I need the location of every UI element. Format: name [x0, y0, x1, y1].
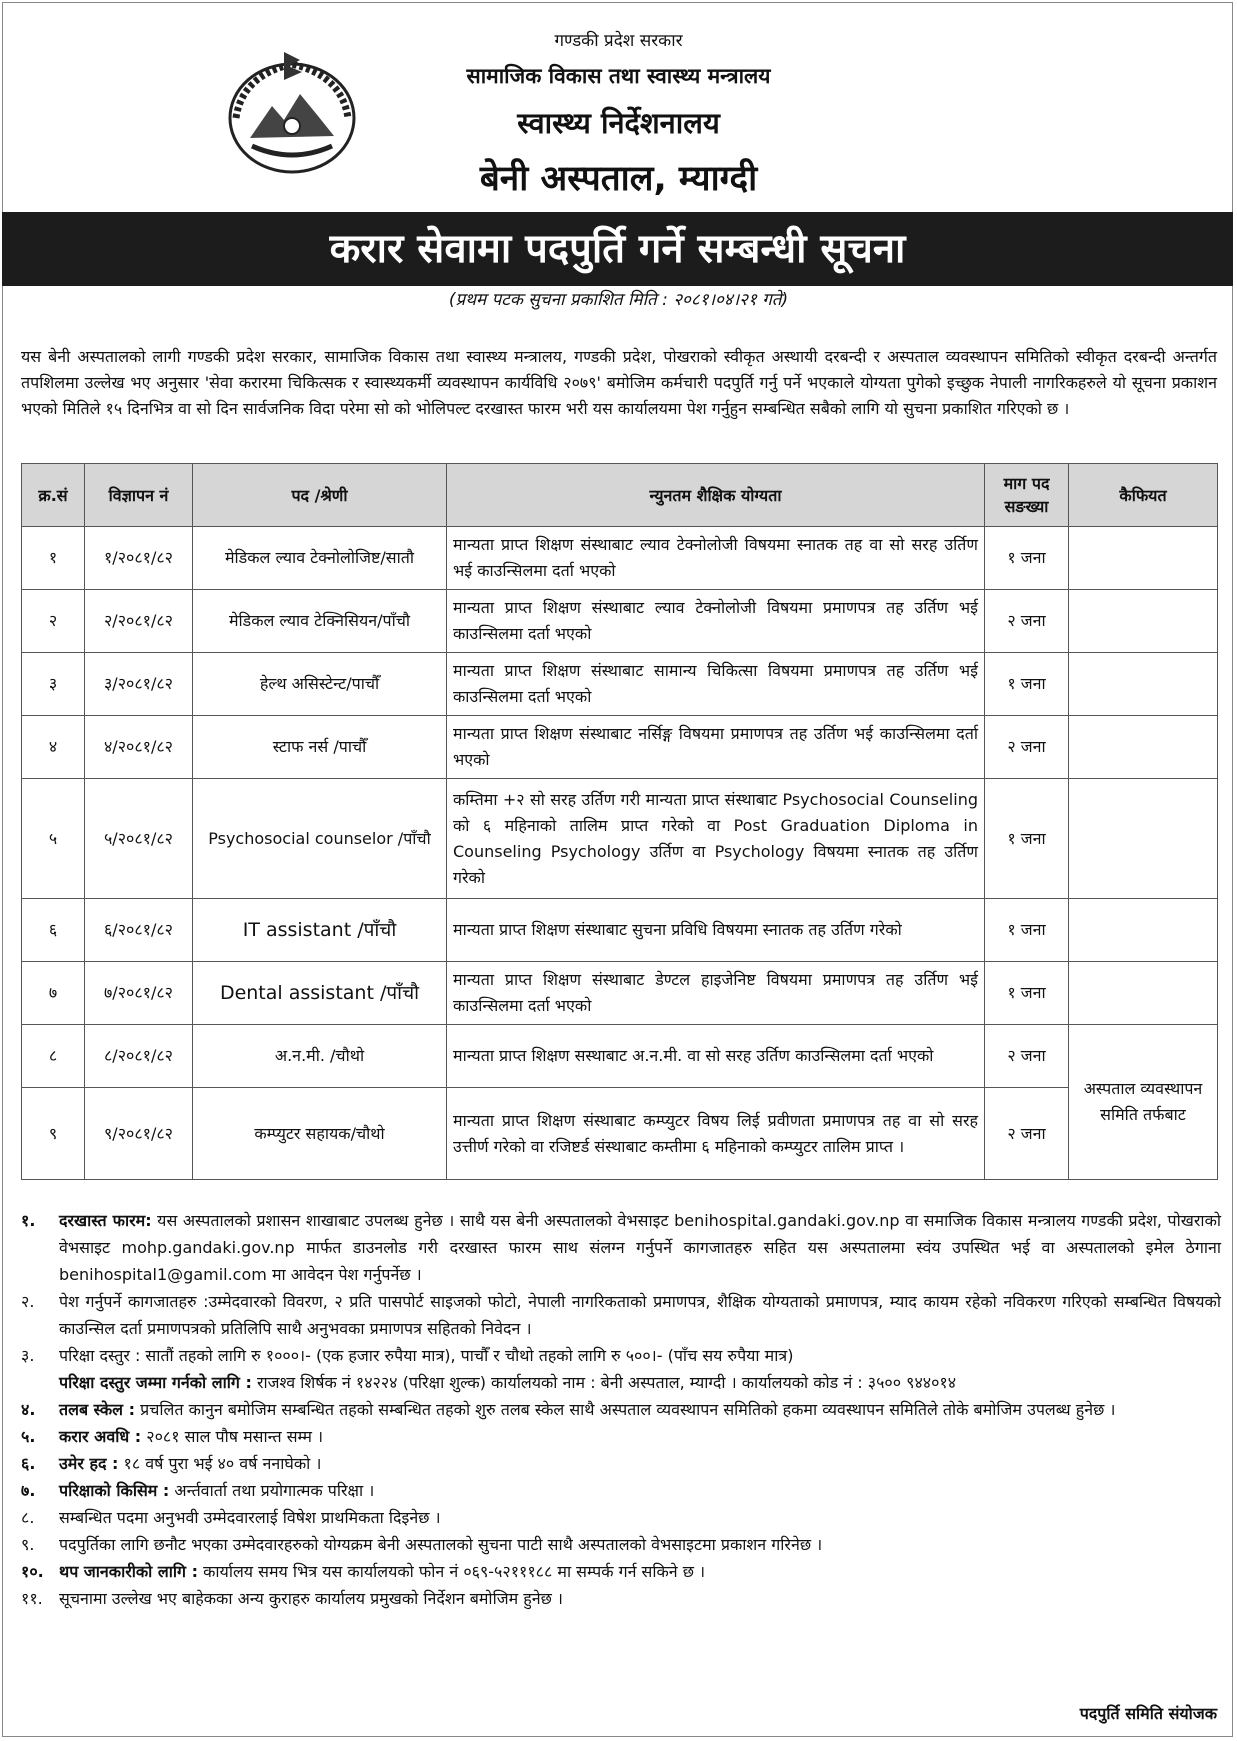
- cell-qualification: मान्यता प्राप्त शिक्षण संस्थाबाट ल्याव टेक्नोलोजी विषयमा प्रमाणपत्र तह उर्तिण भई काउन्सिलमा दर्ता भएको: [447, 590, 985, 653]
- cell-sn: १: [22, 527, 85, 590]
- directorate-name: स्वास्थ्य निर्देशनालय: [517, 106, 720, 140]
- cell-post: स्टाफ नर्स /पाचौँ: [193, 716, 447, 779]
- list-item: [21, 1477, 1221, 1504]
- table-row: [22, 1025, 1218, 1088]
- table-row: [22, 899, 1218, 962]
- note-text: पदपुर्तिका लागि छनौट भएका उम्मेदवारहरुको योग्यक्रम बेनी अस्पतालको सुचना पाटी साथै अस्पतालको वेभसाइटमा प्रकाशन गरिनेछ ।: [59, 1535, 823, 1554]
- list-item: [21, 1450, 1221, 1477]
- table-row: [22, 779, 1218, 899]
- cell-adno: १/२०८१/८२: [85, 527, 193, 590]
- note-number: १०.: [21, 1562, 44, 1581]
- note-label: तलब स्केल :: [59, 1400, 136, 1419]
- note-text: २०८१ साल पौष मसान्त सम्म ।: [141, 1427, 324, 1446]
- list-item: [21, 1423, 1221, 1450]
- cell-demand: २ जना: [985, 590, 1069, 653]
- cell-sn: ४: [22, 716, 85, 779]
- cell-demand: १ जना: [985, 779, 1069, 899]
- note-number: १.: [21, 1211, 36, 1230]
- hospital-name: बेनी अस्पताल, म्याग्दी: [479, 159, 758, 199]
- cell-remarks: [1069, 653, 1218, 716]
- note-number: ११.: [21, 1589, 43, 1608]
- list-item: [21, 1504, 1221, 1531]
- cell-adno: ४/२०८१/८२: [85, 716, 193, 779]
- cell-sn: ८: [22, 1025, 85, 1088]
- list-item: [21, 1585, 1221, 1612]
- note-text: अर्न्तवार्ता तथा प्रयोगात्मक परिक्षा ।: [169, 1481, 375, 1500]
- cell-qualification: मान्यता प्राप्त शिक्षण संस्थाबाट सुचना प्रविधि विषयमा स्नातक तह उर्तिण गरेको: [447, 899, 985, 962]
- cell-qualification: कम्तिमा +२ सो सरह उर्तिण गरी मान्यता प्राप्त संस्थाबाट Psychosocial Counseling को ६ महिनाको तालिम प्राप्त गरेको वा Post Graduation Diploma in Counseling Psychology उर्तिण वा Psychology विषयमा स्नातक तह उर्तिण गरेको: [447, 779, 985, 899]
- note-label: परिक्षा दस्तुर जम्मा गर्नको लागि :: [59, 1373, 252, 1392]
- cell-remarks: [1069, 899, 1218, 962]
- note-text: १८ वर्ष पुरा भई ४० वर्ष ननाघेको ।: [118, 1454, 322, 1473]
- table-row: [22, 716, 1218, 779]
- note-number: ५.: [21, 1427, 36, 1446]
- note-label: थप जानकारीको लागि :: [59, 1562, 199, 1581]
- cell-demand: १ जना: [985, 527, 1069, 590]
- cell-qualification: मान्यता प्राप्त शिक्षण संस्थाबाट सामान्य चिकित्सा विषयमा प्रमाणपत्र तह उर्तिण भई काउन्सिलमा दर्ता भएको: [447, 653, 985, 716]
- cell-post: मेडिकल ल्याव टेक्नोलोजिष्ट/सातौ: [193, 527, 447, 590]
- cell-demand: २ जना: [985, 1025, 1069, 1088]
- list-item: [21, 1369, 1221, 1396]
- publish-date: (प्रथम पटक सुचना प्रकाशित मिति : २०८१।०४।२१ गते): [448, 290, 789, 310]
- cell-qualification: मान्यता प्राप्त शिक्षण संस्थाबाट कम्प्युटर विषय लिई प्रवीणता प्रमाणपत्र तह वा सो सरह उत्तीर्ण गरेको वा रजिष्टर्ड संस्थाबाट कम्तीमा ६ महिनाको कम्प्युटर तालिम प्राप्त ।: [447, 1088, 985, 1180]
- note-text: सम्बन्धित पदमा अनुभवी उम्मेदवारलाई विषेश प्राथमिकता दिइनेछ ।: [59, 1508, 441, 1527]
- cell-post: Psychosocial counselor /पाँचौ: [193, 779, 447, 899]
- table-row: [22, 653, 1218, 716]
- cell-post: Dental assistant /पाँचौ: [193, 962, 447, 1025]
- note-number: ८.: [21, 1508, 35, 1527]
- note-number: ६.: [21, 1454, 36, 1473]
- intro-paragraph: यस बेनी अस्पतालको लागी गण्डकी प्रदेश सरकार, सामाजिक विकास तथा स्वास्थ्य मन्त्रालय, गण्डकी प्रदेश, पोखराको स्वीकृत अस्थायी दरबन्दी र अस्पताल व्यवस्थापन समितिको स्वीकृत दरबन्दी अन्तर्गत तपशिलमा उल्लेख भए अनुसार 'सेवा करारमा चिकित्सक र स्वास्थ्यकर्मी व्यवस्थापन कार्यविधि २०७९' बमोजिम कर्मचारी पदपुर्ति गर्नु पर्ने भएकाले योग्यता पुगेको इच्छुक नेपाली नागरिकहरुले यो सूचना प्रकाशन भएको मितिले १५ दिनभित्र वा सो दिन सार्वजनिक विदा परेमा सो को भोलिपल्ट दरखास्त फारम भरी यस कार्यालयमा पेश गर्नुहुन सम्बन्धित सबैको लागि यो सुचना प्रकाशित गरिएको छ ।: [21, 347, 1217, 418]
- col-header-adno: विज्ञापन नं: [85, 464, 193, 527]
- col-header-demand: माग पद सङख्या: [985, 464, 1069, 527]
- ministry-name: सामाजिक विकास तथा स्वास्थ्य मन्त्रालय: [466, 64, 771, 88]
- cell-adno: ५/२०८१/८२: [85, 779, 193, 899]
- cell-remarks: [1069, 527, 1218, 590]
- cell-post: मेडिकल ल्याव टेक्निसियन/पाँचौ: [193, 590, 447, 653]
- cell-post: हेल्थ असिस्टेन्ट/पाचौँ: [193, 653, 447, 716]
- cell-adno: ३/२०८१/८२: [85, 653, 193, 716]
- cell-adno: ७/२०८१/८२: [85, 962, 193, 1025]
- cell-remarks-merged: अस्पताल व्यवस्थापन समिति तर्फबाट: [1069, 1025, 1218, 1180]
- cell-adno: २/२०८१/८२: [85, 590, 193, 653]
- note-number: ७.: [21, 1481, 36, 1500]
- list-item: [21, 1396, 1221, 1423]
- note-text: राजश्व शिर्षक नं १४२२४ (परिक्षा शुल्क) कार्यालयको नाम : बेनी अस्पताल, म्याग्दी । कार्यालयको कोड नं : ३५०० ९४४०१४: [251, 1373, 957, 1392]
- vacancy-table: [21, 463, 1218, 1180]
- cell-remarks: [1069, 779, 1218, 899]
- note-text: परिक्षा दस्तुर : सातौं तहको लागि रु १०००।- (एक हजार रुपैया मात्र), पाचौँ र चौथो तहको लागि रु ५००।- (पाँच सय रुपैया मात्र): [59, 1346, 794, 1365]
- cell-qualification: मान्यता प्राप्त शिक्षण संस्थाबाट नर्सिङ्ग विषयमा प्रमाणपत्र तह उर्तिण भई काउन्सिलमा दर्ता भएको: [447, 716, 985, 779]
- table-row: [22, 962, 1218, 1025]
- list-item: [21, 1531, 1221, 1558]
- list-item: [21, 1207, 1221, 1288]
- note-label: करार अवधि :: [59, 1427, 142, 1446]
- cell-sn: ५: [22, 779, 85, 899]
- cell-demand: १ जना: [985, 962, 1069, 1025]
- table-row: [22, 590, 1218, 653]
- note-text: पेश गर्नुपर्ने कागजातहरु :उम्मेदवारको विवरण, २ प्रति पासपोर्ट साइजको फोटो, नेपाली नागरिकताको प्रमाणपत्र, शैक्षिक योग्यताको प्रमाणपत्र, म्याद कायम रहेको नविकरण गरिएको सम्बन्धित विषयको काउन्सिल दर्ता प्रमाणपत्रको प्रतिलिपि साथै अनुभवका प्रमाणपत्र सहितको निवेदन ।: [59, 1292, 1221, 1338]
- col-header-remarks: कैफियत: [1069, 464, 1218, 527]
- table-header-row: [22, 464, 1218, 527]
- list-item: [21, 1342, 1221, 1369]
- cell-sn: २: [22, 590, 85, 653]
- list-item: [21, 1558, 1221, 1585]
- note-label: परिक्षाको किसिम :: [59, 1481, 170, 1500]
- notice-title: करार सेवामा पदपुर्ति गर्ने सम्बन्धी सूचना: [2, 212, 1233, 286]
- note-text: यस अस्पतालको प्रशासन शाखाबाट उपलब्ध हुनेछ । साथै यस बेनी अस्पतालको वेभसाइट benihospital.gandaki.gov.np वा समाजिक विकास मन्त्रालय गण्डकी प्रदेश, पोखराको वेभसाइट mohp.gandaki.gov.np मार्फत डाउनलोड गरी दरखास्त फारम साथ संलग्न गर्नुपर्ने कागजातहरु सहित यस अस्पतालमा स्वंय उपस्थित भई वा अस्पतालको इमेल ठेगाना benihospital1@gamil.com मा आवेदन पेश गर्नुपर्नेछ ।: [59, 1211, 1221, 1284]
- cell-post: अ.न.मी. /चौथो: [193, 1025, 447, 1088]
- note-number: ३.: [21, 1346, 35, 1365]
- note-label: उमेर हद :: [59, 1454, 119, 1473]
- cell-demand: १ जना: [985, 899, 1069, 962]
- note-number: २.: [21, 1292, 35, 1311]
- cell-sn: ३: [22, 653, 85, 716]
- cell-adno: ८/२०८१/८२: [85, 1025, 193, 1088]
- cell-remarks: [1069, 590, 1218, 653]
- cell-qualification: मान्यता प्राप्त शिक्षण संस्थाबाट ल्याव टेक्नोलोजी विषयमा स्नातक तह वा सो सरह उर्तिण भई काउन्सिलमा दर्ता भएको: [447, 527, 985, 590]
- cell-remarks: [1069, 962, 1218, 1025]
- note-text: सूचनामा उल्लेख भए बाहेकका अन्य कुराहरु कार्यालय प्रमुखको निर्देशन बमोजिम हुनेछ ।: [59, 1589, 563, 1608]
- cell-post: IT assistant /पाँचौ: [193, 899, 447, 962]
- note-number: ९.: [21, 1535, 35, 1554]
- cell-qualification: मान्यता प्राप्त शिक्षण संस्थाबाट डेण्टल हाइजेनिष्ट विषयमा प्रमाणपत्र तह उर्तिण भई काउन्सिलमा दर्ता भएको: [447, 962, 985, 1025]
- cell-remarks: [1069, 716, 1218, 779]
- signature: पदपुर्ति समिति संयोजक: [1079, 1704, 1217, 1723]
- cell-demand: १ जना: [985, 653, 1069, 716]
- note-label: दरखास्त फारम:: [59, 1211, 152, 1230]
- table-row: [22, 1088, 1218, 1180]
- list-item: [21, 1288, 1221, 1342]
- note-text: कार्यालय समय भित्र यस कार्यालयको फोन नं ०६९-५२१११८८ मा सम्पर्क गर्न सकिने छ ।: [198, 1562, 706, 1581]
- cell-qualification: मान्यता प्राप्त शिक्षण सस्थाबाट अ.न.मी. वा सो सरह उर्तिण काउन्सिलमा दर्ता भएको: [447, 1025, 985, 1088]
- cell-adno: ६/२०८१/८२: [85, 899, 193, 962]
- cell-demand: २ जना: [985, 716, 1069, 779]
- note-number: [21, 1369, 59, 1396]
- cell-post: कम्प्युटर सहायक/चौथो: [193, 1088, 447, 1180]
- col-header-post: पद /श्रेणी: [193, 464, 447, 527]
- cell-adno: ९/२०८१/८२: [85, 1088, 193, 1180]
- cell-sn: ६: [22, 899, 85, 962]
- cell-demand: २ जना: [985, 1088, 1069, 1180]
- notes-list: [21, 1207, 1221, 1612]
- note-number: ४.: [21, 1400, 36, 1419]
- col-header-sn: क्र.सं: [22, 464, 85, 527]
- cell-sn: ९: [22, 1088, 85, 1180]
- cell-sn: ७: [22, 962, 85, 1025]
- table-row: [22, 527, 1218, 590]
- note-text: प्रचलित कानुन बमोजिम सम्बन्धित तहको सम्बन्धित तहको शुरु तलब स्केल साथै अस्पताल व्यवस्थापन समितिको हकमा व्यवस्थापन समितिले तोके बमोजिम उपलब्ध हुनेछ ।: [135, 1400, 1116, 1419]
- government-name: गण्डकी प्रदेश सरकार: [554, 31, 683, 51]
- col-header-qualification: न्युनतम शैक्षिक योग्यता: [447, 464, 985, 527]
